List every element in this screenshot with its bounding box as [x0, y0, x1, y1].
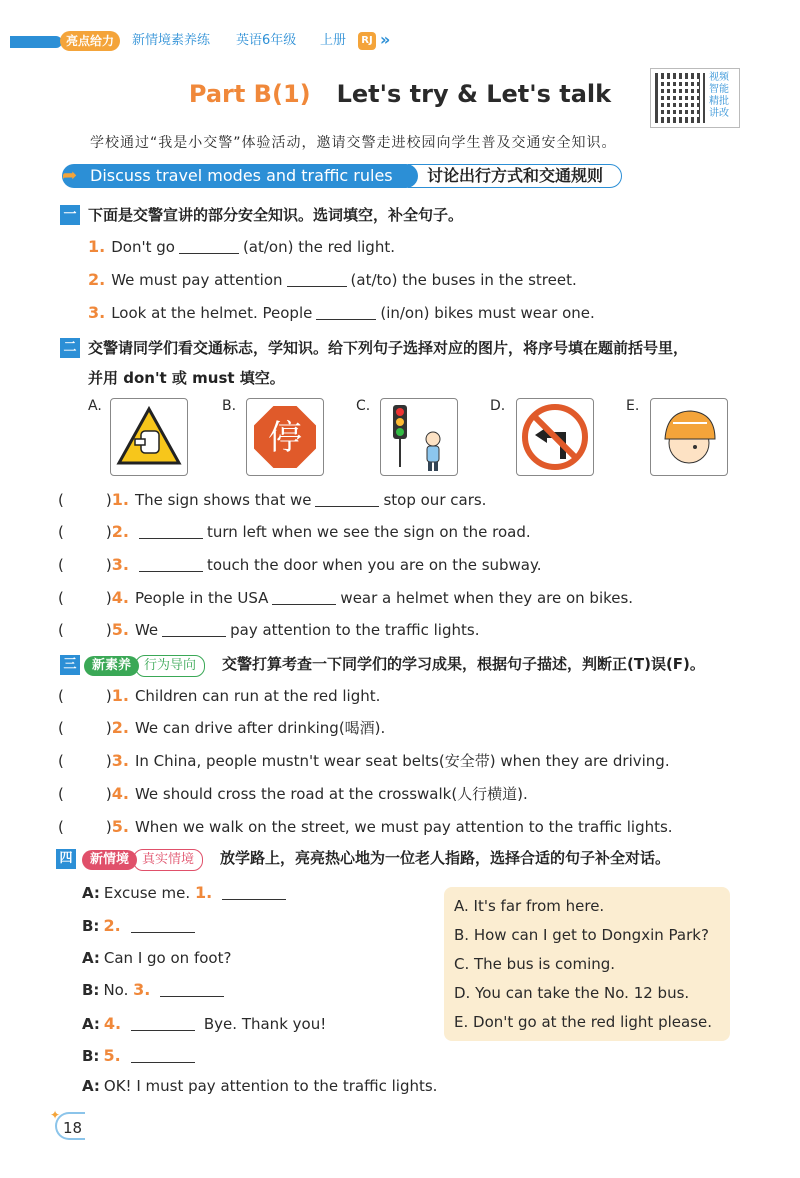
- answer-blank[interactable]: [139, 524, 203, 539]
- question-text: pay attention to the traffic lights.: [230, 621, 480, 639]
- subject-label: 英语6年级: [236, 33, 297, 48]
- question-text: Don't go: [111, 238, 175, 256]
- sign-stop: [246, 398, 324, 476]
- question-row: [58, 522, 531, 542]
- choice-item: E. Don't go at the red light please.: [454, 1013, 713, 1031]
- question-number: 1.: [194, 883, 213, 902]
- section-instruction: 下面是交警宣讲的部分安全知识。选词填空，补全句子。: [88, 206, 464, 224]
- question-row: [88, 237, 395, 257]
- question-text: the buses in the street.: [402, 271, 577, 289]
- paren-close: ): [105, 752, 112, 770]
- option-letter: A.: [88, 398, 102, 414]
- answer-blank[interactable]: [287, 272, 347, 287]
- speaker-label: B:: [82, 917, 100, 935]
- dialog-text: Excuse me.: [103, 884, 191, 902]
- section-instruction: 放学路上，亮亮热心地为一位老人指路，选择合适的句子补全对话。: [220, 849, 671, 867]
- answer-blank[interactable]: [179, 239, 239, 254]
- paren-open: (: [58, 621, 64, 639]
- dialog-text: Bye. Thank you!: [203, 1015, 327, 1033]
- question-number: 3.: [111, 555, 129, 574]
- dialog-line: [82, 1076, 437, 1096]
- question-number: 3.: [133, 980, 151, 999]
- question-text: We: [134, 621, 159, 639]
- question-number: 3.: [88, 303, 106, 322]
- paren-open: (: [58, 752, 64, 770]
- answer-blank[interactable]: [131, 918, 195, 933]
- dialog-line: [82, 1014, 326, 1034]
- question-row: [58, 588, 633, 608]
- choice-item: C. The bus is coming.: [454, 955, 616, 973]
- volume-label: 上册: [320, 33, 347, 48]
- option-letter: D.: [490, 398, 506, 414]
- title-main: Let's try & Let's talk: [336, 80, 612, 108]
- question-number: 2.: [103, 916, 121, 935]
- question-row: [58, 751, 670, 771]
- question-row: [88, 303, 595, 323]
- sign-traffic-light: [380, 398, 458, 476]
- speaker-label: A:: [82, 1015, 100, 1033]
- qr-label: 视频 智能 精批 讲改: [709, 72, 729, 119]
- topic-banner: [62, 164, 418, 188]
- question-row: [58, 686, 380, 706]
- option-hint: (at/to): [350, 271, 398, 289]
- paren-open: (: [58, 818, 64, 836]
- question-text: turn left when we see the sign on the road.: [206, 523, 531, 541]
- section-instruction: 交警请同学们看交通标志，学知识。给下列句子选择对应的图片，将序号填在题前括号里，: [88, 339, 689, 357]
- stop-sign-icon: [247, 399, 323, 475]
- option-letter: C.: [356, 398, 371, 414]
- question-text: In China, people mustn't wear seat belts(安全带) when they are driving.: [134, 752, 670, 770]
- paren-open: (: [58, 687, 64, 705]
- stop-sign-text: 停: [268, 418, 302, 458]
- question-row: [58, 718, 385, 738]
- answer-blank[interactable]: [162, 622, 226, 637]
- answer-blank[interactable]: [160, 982, 224, 997]
- warning-hand-icon: [111, 399, 187, 475]
- choice-item: D. You can take the No. 12 bus.: [454, 984, 690, 1002]
- helmet-icon: [651, 399, 727, 475]
- question-row: [88, 270, 577, 290]
- option-letter: B.: [222, 398, 237, 414]
- tag-group: [84, 654, 205, 677]
- paren-close: ): [105, 785, 112, 803]
- intro-text: 学校通过“我是小交警”体验活动，邀请交警走进校园向学生普及交通安全知识。: [90, 135, 617, 151]
- section-badge: 三: [60, 655, 80, 675]
- paren-close: ): [105, 523, 112, 541]
- question-row: [58, 490, 486, 510]
- qr-code-icon[interactable]: [655, 73, 705, 123]
- answer-blank[interactable]: [315, 492, 379, 507]
- tag-secondary: 真实情境: [133, 849, 203, 871]
- question-number: 1.: [111, 686, 129, 705]
- paren-close: ): [105, 687, 112, 705]
- paren-open: (: [58, 556, 64, 574]
- sign-no-left-turn: [516, 398, 594, 476]
- answer-blank[interactable]: [222, 885, 286, 900]
- question-text: bikes must wear one.: [434, 304, 595, 322]
- question-number: 2.: [88, 270, 106, 289]
- paren-open: (: [58, 589, 64, 607]
- question-text: The sign shows that we: [134, 491, 312, 509]
- paren-open: (: [58, 719, 64, 737]
- question-text: Look at the helmet. People: [111, 304, 313, 322]
- question-row: [58, 620, 479, 640]
- paren-close: ): [105, 491, 112, 509]
- option-hint: (in/on): [380, 304, 430, 322]
- dialog-text: OK! I must pay attention to the traffic lights.: [103, 1077, 438, 1095]
- question-number: 5.: [103, 1046, 121, 1065]
- speaker-label: A:: [82, 884, 100, 902]
- paren-open: (: [58, 785, 64, 803]
- speaker-label: A:: [82, 949, 100, 967]
- dialog-text: No.: [103, 981, 129, 999]
- tag-primary: 新情境: [82, 850, 137, 870]
- question-number: 2.: [111, 718, 129, 737]
- sign-slippery-hand: [110, 398, 188, 476]
- traffic-light-icon: [381, 399, 457, 475]
- question-number: 1.: [88, 237, 106, 256]
- question-number: 4.: [111, 588, 129, 607]
- question-text: People in the USA: [134, 589, 269, 607]
- chevron-right-icon: »: [380, 30, 388, 49]
- tag-primary: 新素养: [84, 656, 139, 676]
- speaker-label: B:: [82, 1047, 100, 1065]
- choice-box: [444, 887, 730, 1041]
- dialog-line: [82, 1046, 199, 1066]
- question-text: Children can run at the red light.: [134, 687, 381, 705]
- question-number: 3.: [111, 751, 129, 770]
- page-number: 18: [55, 1112, 85, 1140]
- arrow-icon: ➦: [62, 165, 78, 186]
- section-instruction-2: 并用 don't 或 must 填空。: [88, 369, 285, 387]
- tag-secondary: 行为导向: [135, 655, 205, 677]
- option-hint: (at/on): [242, 238, 294, 256]
- section-badge: 二: [60, 338, 80, 358]
- brand-logo: 亮点给力: [60, 31, 120, 51]
- choice-item: A. It's far from here.: [454, 897, 605, 915]
- question-text: touch the door when you are on the subway.: [206, 556, 542, 574]
- paren-close: ): [105, 621, 112, 639]
- question-row: [58, 817, 673, 837]
- question-text: stop our cars.: [383, 491, 487, 509]
- edition-badge: RJ: [358, 32, 376, 50]
- answer-blank[interactable]: [316, 305, 376, 320]
- question-text: We must pay attention: [111, 271, 283, 289]
- answer-blank[interactable]: [131, 1048, 195, 1063]
- qr-code-panel[interactable]: [650, 68, 740, 128]
- section-badge: 四: [56, 849, 76, 869]
- paren-close: ): [105, 719, 112, 737]
- question-text: We can drive after drinking(喝酒).: [134, 719, 386, 737]
- sign-helmet: [650, 398, 728, 476]
- dialog-text: Can I go on foot?: [103, 949, 232, 967]
- tag-group: [82, 848, 203, 871]
- banner-en: Discuss travel modes and traffic rules: [90, 166, 393, 185]
- option-letter: E.: [626, 398, 640, 414]
- question-text: the red light.: [298, 238, 395, 256]
- speaker-label: A:: [82, 1077, 100, 1095]
- question-row: [58, 555, 542, 575]
- paren-close: ): [105, 556, 112, 574]
- paren-open: (: [58, 491, 64, 509]
- question-number: 1.: [111, 490, 129, 509]
- question-text: wear a helmet when they are on bikes.: [340, 589, 634, 607]
- choice-item: B. How can I get to Dongxin Park?: [454, 926, 709, 944]
- section-badge: 一: [60, 205, 80, 225]
- dialog-line: [82, 980, 228, 1000]
- paren-open: (: [58, 523, 64, 541]
- question-number: 5.: [111, 620, 129, 639]
- question-row: [58, 784, 528, 804]
- dialog-line: [82, 883, 290, 903]
- dialog-line: [82, 948, 231, 968]
- answer-blank[interactable]: [272, 590, 336, 605]
- answer-blank[interactable]: [131, 1016, 195, 1031]
- question-number: 2.: [111, 522, 129, 541]
- paren-close: ): [105, 818, 112, 836]
- question-text: When we walk on the street, we must pay attention to the traffic lights.: [134, 818, 673, 836]
- answer-blank[interactable]: [139, 557, 203, 572]
- question-number: 4.: [103, 1014, 122, 1033]
- banner-cn: 讨论出行方式和交通规则: [408, 164, 622, 188]
- paren-close: ): [105, 589, 112, 607]
- header-bar: [10, 36, 62, 48]
- section-instruction: 交警打算考查一下同学们的学习成果，根据句子描述，判断正(T)误(F)。: [222, 655, 705, 673]
- question-number: 5.: [111, 817, 129, 836]
- series-title: 新情境素养练: [132, 33, 211, 48]
- question-number: 4.: [111, 784, 129, 803]
- star-icon: ✦: [50, 1108, 61, 1122]
- no-left-turn-icon: [517, 399, 593, 475]
- question-text: We should cross the road at the crosswalk(人行横道).: [134, 785, 528, 803]
- dialog-line: [82, 916, 199, 936]
- part-label: Part B(1): [188, 80, 311, 108]
- speaker-label: B:: [82, 981, 100, 999]
